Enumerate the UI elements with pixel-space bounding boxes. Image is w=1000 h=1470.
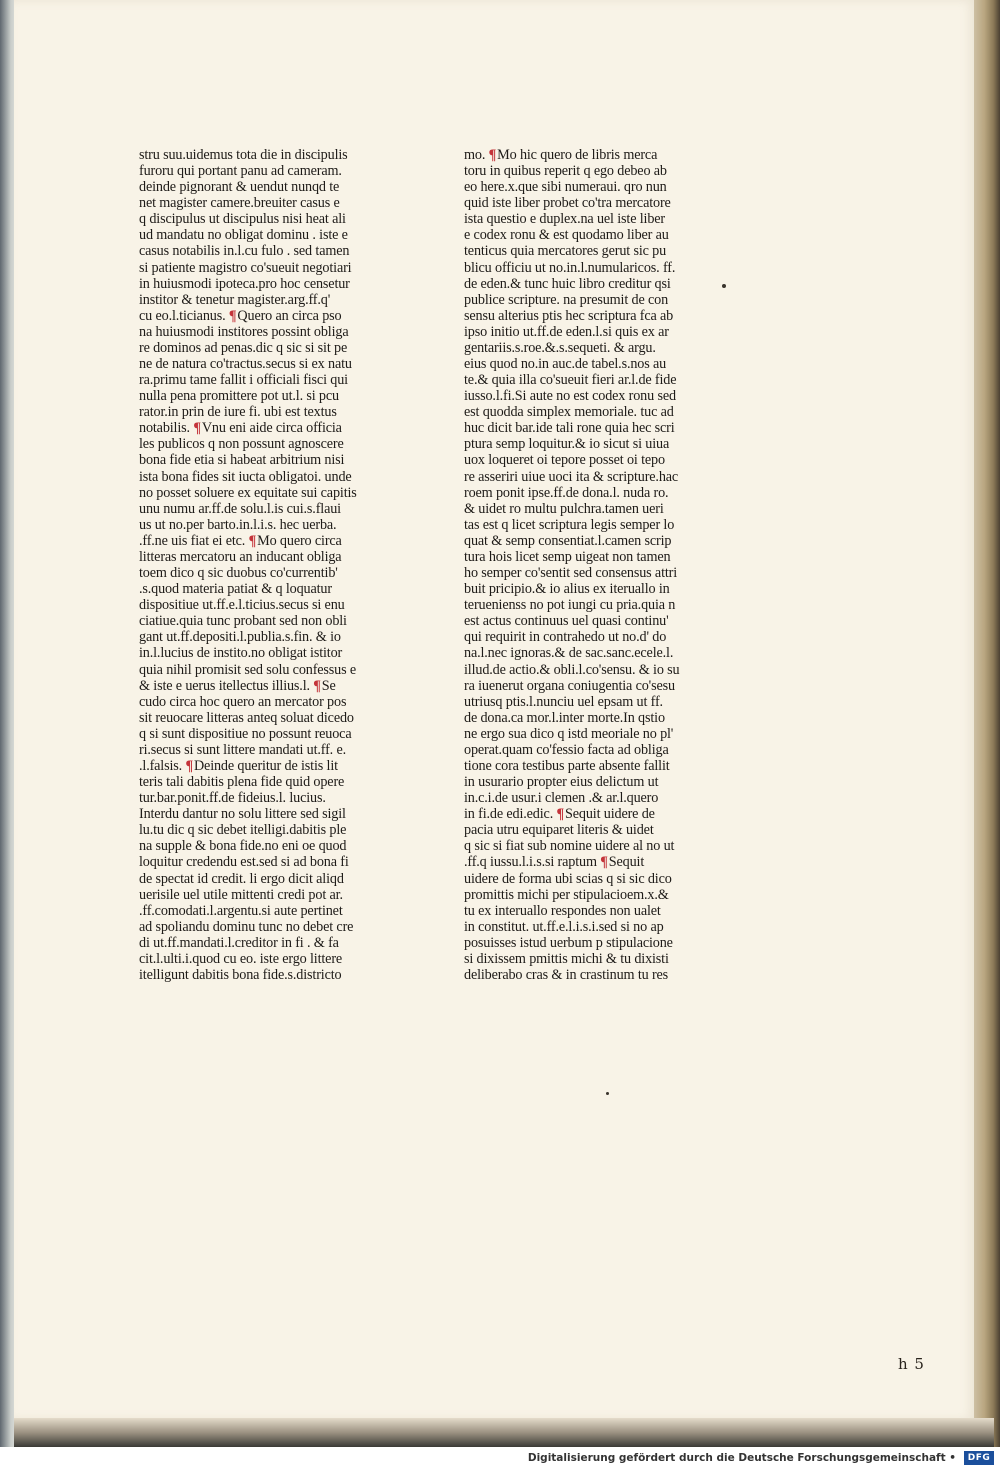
text-line: casus notabilis in.l.cu fulo . sed tamen <box>139 243 350 260</box>
text-line: no posset soluere ex equitate sui capitis <box>139 484 357 501</box>
text-line: uox loqueret oi tepore posset oi tepo <box>464 452 665 469</box>
dfg-logo: DFG <box>964 1451 994 1465</box>
text-line: in.l.lucius de instito.no obligat istitor <box>139 645 343 662</box>
ink-speck <box>722 284 726 288</box>
rubric-mark: ¶ <box>248 532 257 549</box>
text-line: litteras mercatoru an inducant obliga <box>139 548 342 565</box>
text-line: ptura semp loquitur.& io sicut si uiua <box>464 436 670 453</box>
text-line: operat.quam co'fessio facta ad obliga <box>464 741 669 758</box>
page-edge-stack <box>974 0 1000 1447</box>
rubric-mark: ¶ <box>313 677 321 694</box>
page-bottom-edge <box>14 1418 994 1447</box>
text-line: in.c.i.de usur.i clemen .& ar.l.quero <box>464 790 659 807</box>
text-line: gant ut.ff.depositi.l.publia.s.fin. & io <box>139 629 341 646</box>
text-line: in huiusmodi ipoteca.pro hoc censetur <box>139 275 350 292</box>
text-line: & uidet ro multu pulchra.tamen ueri <box>464 500 664 517</box>
text-line: ipso initio ut.ff.de eden.l.si quis ex ar <box>464 323 669 340</box>
text-line: tura hois licet semp uigeat non tamen <box>464 548 671 565</box>
text-line: q discipulus ut discipulus nisi heat ali <box>139 211 346 228</box>
text-line: de eden.& tunc huic libro creditur qsi <box>464 275 671 292</box>
text-line: deinde pignorant & uendut nunqd te <box>139 179 340 196</box>
text-line: .ff.ne uis fiat ei etc. ¶Mo quero circa <box>139 532 342 549</box>
text-line: e codex ronu & est quodamo liber au <box>464 227 669 244</box>
rubric-mark: ¶ <box>556 806 565 823</box>
text-line: re dominos ad penas.dic q sic si sit pe <box>139 339 348 356</box>
text-line: institor & tenetur magister.arg.ff.q' <box>139 291 331 308</box>
text-line: quia nihil promisit sed solu confessus e <box>139 661 357 678</box>
text-line: uidere de forma ubi scias q si sic dico <box>464 870 672 887</box>
text-line: ho semper co'sentit sed consensus attri <box>464 565 678 582</box>
rubric-mark: ¶ <box>600 854 608 871</box>
text-line: quat & semp consentiat.l.camen scrip <box>464 532 672 549</box>
text-line: teruenienss no pot iungi cu pria.quia n <box>464 597 676 614</box>
text-line: tenticus quia mercatores gerut sic pu <box>464 243 667 260</box>
text-line: tas est q licet scriptura legis semper lo <box>464 516 675 533</box>
text-line: toru in quibus reperit q ego debeo ab <box>464 163 667 180</box>
text-line: eius quod no.in auc.de tabel.s.nos au <box>464 356 667 373</box>
text-line: na supple & bona fide.no eni oe quod <box>139 838 347 855</box>
text-line: quid iste liber probet co'tra mercatore <box>464 195 671 212</box>
text-line: gentariis.s.roe.&.s.sequeti. & argu. <box>464 339 656 356</box>
text-line: tu ex interuallo respondes non ualet <box>464 902 661 919</box>
rubric-mark: ¶ <box>193 420 201 437</box>
text-line: ra iuenerut organa coniugentia co'sesu <box>464 677 675 694</box>
text-line: lu.tu dic q sic debet itelligi.dabitis ple <box>139 822 347 839</box>
signature-mark: h 5 <box>898 1355 925 1373</box>
text-line: q si sunt dispositiue no possunt reuoca <box>139 725 352 742</box>
text-line: dispositiue ut.ff.e.l.ticius.secus si enu <box>139 597 345 614</box>
text-line: pacia utru equiparet literis & uidet <box>464 822 654 839</box>
text-line: posuisses istud uerbum p stipulacione <box>464 934 673 951</box>
text-line: na.l.nec ignoras.& de sac.sanc.ecele.l. <box>464 645 674 662</box>
footer-credit-text: Digitalisierung gefördert durch die Deutsche Forschungsgemeinschaft • <box>527 1452 956 1464</box>
text-line: in fi.de edi.edic. ¶Sequit uidere de <box>464 806 655 823</box>
text-line: ista bona fides sit iucta obligatoi. unde <box>139 468 352 485</box>
text-line: buit pricipio.& io alius ex iteruallo in <box>464 581 670 598</box>
rubric-mark: ¶ <box>185 757 193 774</box>
text-line: de spectat id credit. li ergo dicit aliqd <box>139 870 344 887</box>
text-column-right <box>464 147 712 983</box>
text-line: cudo circa hoc quero an mercator pos <box>139 693 347 710</box>
text-line: illud.de actio.& obli.l.co'sensu. & io su <box>464 661 680 678</box>
rubric-mark: ¶ <box>228 307 237 324</box>
text-line: ri.secus si sunt littere mandati ut.ff. e. <box>139 741 346 758</box>
text-line: in constitut. ut.ff.e.l.i.s.i.sed si no ap <box>464 918 664 935</box>
text-line: est actus continuus uel quasi continu' <box>464 613 669 630</box>
text-line: uerisile uel utile mittenti credi pot ar. <box>139 886 343 903</box>
ink-speck <box>606 1092 609 1095</box>
text-line: Interdu dantur no solu littere sed sigil <box>139 806 346 823</box>
text-line: teris tali dabitis plena fide quid opere <box>139 774 345 791</box>
text-line: in usurario propter eius delictum ut <box>464 774 659 791</box>
text-line: iusso.l.fi.Si aute no est codex ronu sed <box>464 388 676 405</box>
text-line: itelligunt dabitis bona fide.s.districto <box>139 966 342 983</box>
text-line: deliberabo cras & in crastinum tu res <box>464 966 669 983</box>
digitization-footer <box>0 1447 1000 1470</box>
text-line: ad spoliandu dominu tunc no debet cre <box>139 918 354 935</box>
text-line: loquitur credendu est.sed si ad bona fi <box>139 854 349 871</box>
text-line: stru suu.uidemus tota die in discipulis <box>139 147 348 163</box>
text-line: te.& quia illa co'sueuit fieri ar.l.de fide <box>464 372 677 389</box>
text-line: unu numu ar.ff.de solu.l.is cui.s.flaui <box>139 500 341 517</box>
text-line: mo. ¶Mo hic quero de libris merca <box>464 147 658 163</box>
text-line: est quodda simplex memoriale. tuc ad <box>464 404 674 421</box>
text-line: .s.quod materia patiat & q loquatur <box>139 581 332 598</box>
text-line: ne de natura co'tractus.secus si ex natu <box>139 356 352 373</box>
text-line: sensu alterius ptis hec scriptura fca ab <box>464 307 674 324</box>
text-line: qui requirit in contrahedo ut no.d' do <box>464 629 667 646</box>
text-line: roem ponit ipse.ff.de dona.l. nuda ro. <box>464 484 669 501</box>
text-line: q sic si fiat sub nomine uidere al no ut <box>464 838 675 855</box>
text-line: ud mandatu no obligat dominu . iste e <box>139 227 348 244</box>
text-line: huc dicit bar.ide tali rone quia hec scri <box>464 420 675 437</box>
text-line: notabilis. ¶Vnu eni aide circa officia <box>139 420 342 437</box>
text-line: us ut no.per barto.in.l.i.s. hec uerba. <box>139 516 337 533</box>
text-line: & iste e uerus itellectus illius.l. ¶Se <box>139 677 336 694</box>
text-line: tione cora testibus parte absente fallit <box>464 757 670 774</box>
text-line: toem dico q sic duobus co'currentib' <box>139 565 338 582</box>
text-line: eo here.x.que sibi numeraui. qro nun <box>464 179 667 196</box>
text-line: rator.in prin de iure fi. ubi est textus <box>139 404 337 421</box>
text-line: promittis michi per stipulacioem.x.& <box>464 886 669 903</box>
text-line: sit reuocare litteras anteq soluat dicedo <box>139 709 354 726</box>
text-line: ra.primu tame fallit i officiali fisci qui <box>139 372 348 389</box>
rubric-mark: ¶ <box>488 147 497 163</box>
text-line: blicu officiu ut no.in.l.numularicos. ff. <box>464 259 676 276</box>
text-line: ciatiue.quia tunc probant sed non obli <box>139 613 347 630</box>
text-line: les publicos q non possunt agnoscere <box>139 436 344 453</box>
text-line: cu eo.l.ticianus. ¶Quero an circa pso <box>139 307 342 324</box>
text-line: furoru qui portant panu ad cameram. <box>139 163 342 180</box>
text-line: re asseriri uiue uoci ita & scripture.hac <box>464 468 679 485</box>
text-line: net magister camere.breuiter casus e <box>139 195 340 212</box>
text-line: utriusq ptis.l.nunciu uel epsam ut ff. <box>464 693 663 710</box>
text-line: .l.falsis. ¶Deinde queritur de istis lit <box>139 757 338 774</box>
text-line: publice scripture. na presumit de con <box>464 291 669 308</box>
text-line: ista questio e duplex.na uel iste liber <box>464 211 665 228</box>
text-column-left <box>139 147 384 983</box>
text-line: de dona.ca mor.l.inter morte.In qstio <box>464 709 665 726</box>
text-line: di ut.ff.mandati.l.creditor in fi . & fa <box>139 934 339 951</box>
text-line: si dixissem pmittis michi & tu dixisti <box>464 950 669 967</box>
text-line: nulla pena promittere pot ut.l. si pcu <box>139 388 339 405</box>
text-line: cit.l.ulti.i.quod cu eo. iste ergo littere <box>139 950 343 967</box>
text-line: na huiusmodi institores possint obliga <box>139 323 349 340</box>
text-line: bona fide etia si habeat arbitrium nisi <box>139 452 345 469</box>
text-line: tur.bar.ponit.ff.de fideius.l. lucius. <box>139 790 326 807</box>
text-line: si patiente magistro co'sueuit negotiari <box>139 259 352 276</box>
text-line: .ff.comodati.l.argentu.si aute pertinet <box>139 902 343 919</box>
text-line: .ff.q iussu.l.i.s.si raptum ¶Sequit <box>464 854 645 871</box>
text-line: ne ergo sua dico q istd meoriale no pl' <box>464 725 674 742</box>
